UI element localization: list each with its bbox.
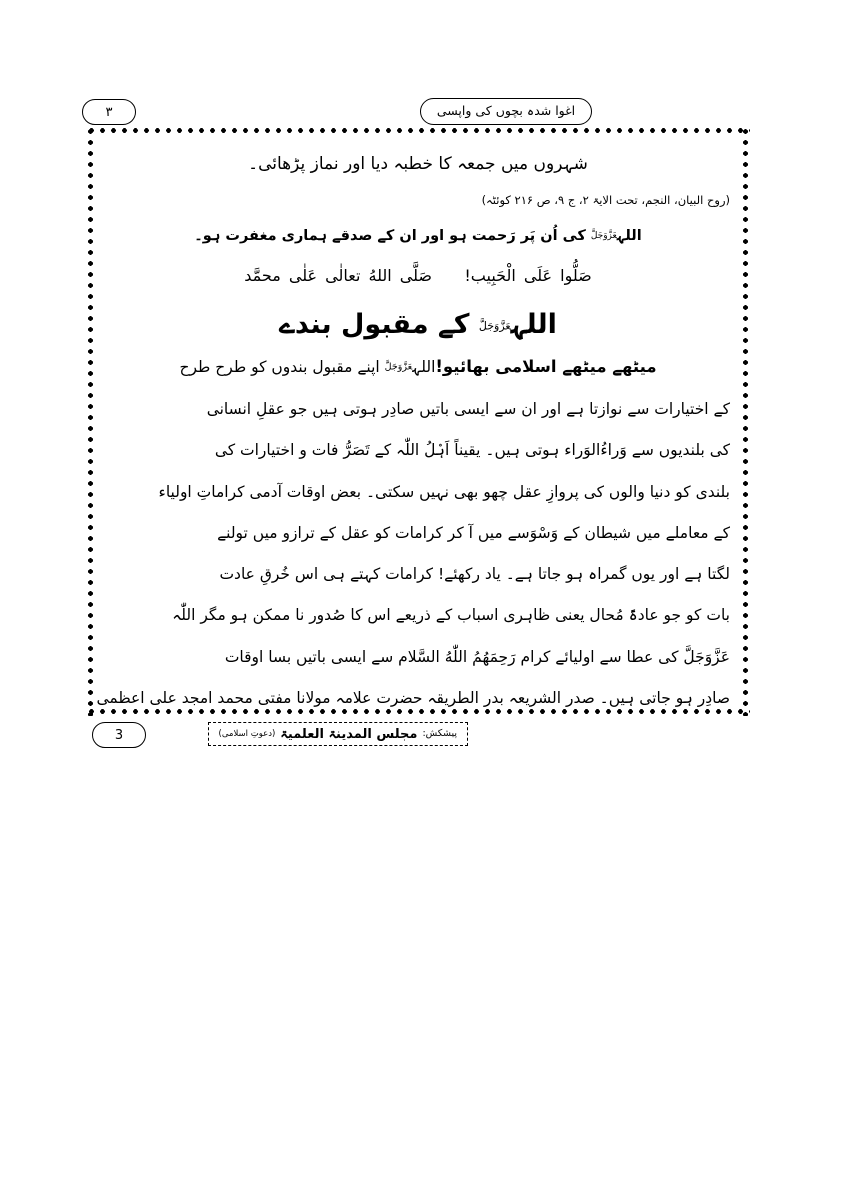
salawat-line [106, 253, 730, 297]
salawat-response: صَلَّی اللهُ تعالٰی عَلٰی محمَّد [244, 266, 433, 286]
honorific-azzawajal: عَزَّوَجَلَّ [590, 230, 617, 241]
ornamental-frame [86, 126, 750, 716]
line1-before: اللہ [412, 358, 436, 377]
book-page-block [78, 98, 768, 758]
imprint-label: پیشکش: [422, 728, 457, 740]
page-number-bottom: 3 [92, 722, 146, 748]
frame-edge-left [86, 126, 95, 716]
line1-after: اپنے مقبول بندوں کو طرح طرح [179, 358, 380, 377]
salawat-call: صَلُّوا عَلَی الْحَبِیب! [464, 266, 592, 286]
frame-edge-top [86, 126, 750, 135]
continuation-line: شہروں میں جمعہ کا خطبہ دیا اور نماز پڑھائی۔ [248, 154, 588, 174]
chapter-title-pill: اغوا شدہ بچوں کی واپسی [420, 98, 592, 125]
heading-part2: کے مقبول بندے [279, 308, 470, 340]
paragraph-line-7: بات کو جو عادۃً مُحال یعنی ظاہری اسباب کے ذریعے اس کا صُدور نا ممکن ہو مگر اللّٰہ [172, 606, 730, 625]
paragraph-line-2: کے اختیارات سے نوازتا ہے اور ان سے ایسی باتیں صادِر ہوتی ہیں جو عقلِ انسانی [206, 400, 730, 419]
dua-part1: اللہ [616, 227, 642, 244]
imprint-organization: مجلس المدینۃ العلمیۃ [280, 726, 418, 742]
paragraph-line-6: لگتا ہے اور یوں گمراہ ہو جاتا ہے۔ یاد رکھئے! کرامات کہتے ہی اس خُرقِ عادت [219, 565, 730, 584]
heading-part1: اللہ [510, 308, 557, 340]
paragraph-line-4: بلندی کو دنیا والوں کی پروازِ عقل چھو بھی نہیں سکتی۔ بعض اوقات آدمی کراماتِ اولیاء [158, 482, 730, 501]
source-citation: (روح البیان، النجم، تحت الایۃ ۲، ج ۹، ص ۲۱۶ کوئٹہ) [481, 192, 730, 207]
imprint-box [208, 722, 468, 746]
page-footer [78, 720, 768, 754]
dua-line [106, 216, 730, 254]
imprint-organization-sub: (دعوتِ اسلامی) [218, 728, 276, 739]
address-phrase: میٹھے میٹھے اسلامی بھائیو! [435, 357, 657, 377]
paragraph-line-9: صادِر ہو جاتی ہیں۔ صدر الشریعہ بدر الطریقہ حضرت علامہ مولانا مفتی محمد امجد علی اعظمی [96, 688, 730, 707]
paragraph-line-1 [106, 351, 730, 389]
page-number-top: ۳ [82, 99, 136, 125]
page-content [96, 140, 730, 707]
section-heading [106, 297, 730, 351]
frame-edge-right [741, 126, 750, 716]
paragraph-line-3: کی بلندیوں سے وَراءُالوَراء ہوتی ہیں۔ یقیناً اَہْلُ اللّٰہ کے تَصَرُّ فات و اختیارات کی [214, 441, 730, 460]
paragraph-line-8: عَزَّوَجَلَّ کی عطا سے اولیائے کرام رَحِمَهُمُ اللّٰهُ السَّلام سے ایسی باتیں بسا اوقات [224, 647, 730, 666]
paragraph-line-5: کے معاملے میں شیطان کے وَسْوَسے میں آ کر کرامات کو عقل کے ترازو میں تولنے [217, 523, 730, 542]
heading-honorific: عَزَّوَجَلَّ [478, 319, 511, 333]
running-head [78, 98, 768, 128]
line1-honorific: عَزَّوَجَلَّ [384, 362, 413, 373]
dua-part2: کی اُن پَر رَحمت ہو اور ان کے صدقے ہماری مغفرت ہو۔ [194, 227, 586, 244]
